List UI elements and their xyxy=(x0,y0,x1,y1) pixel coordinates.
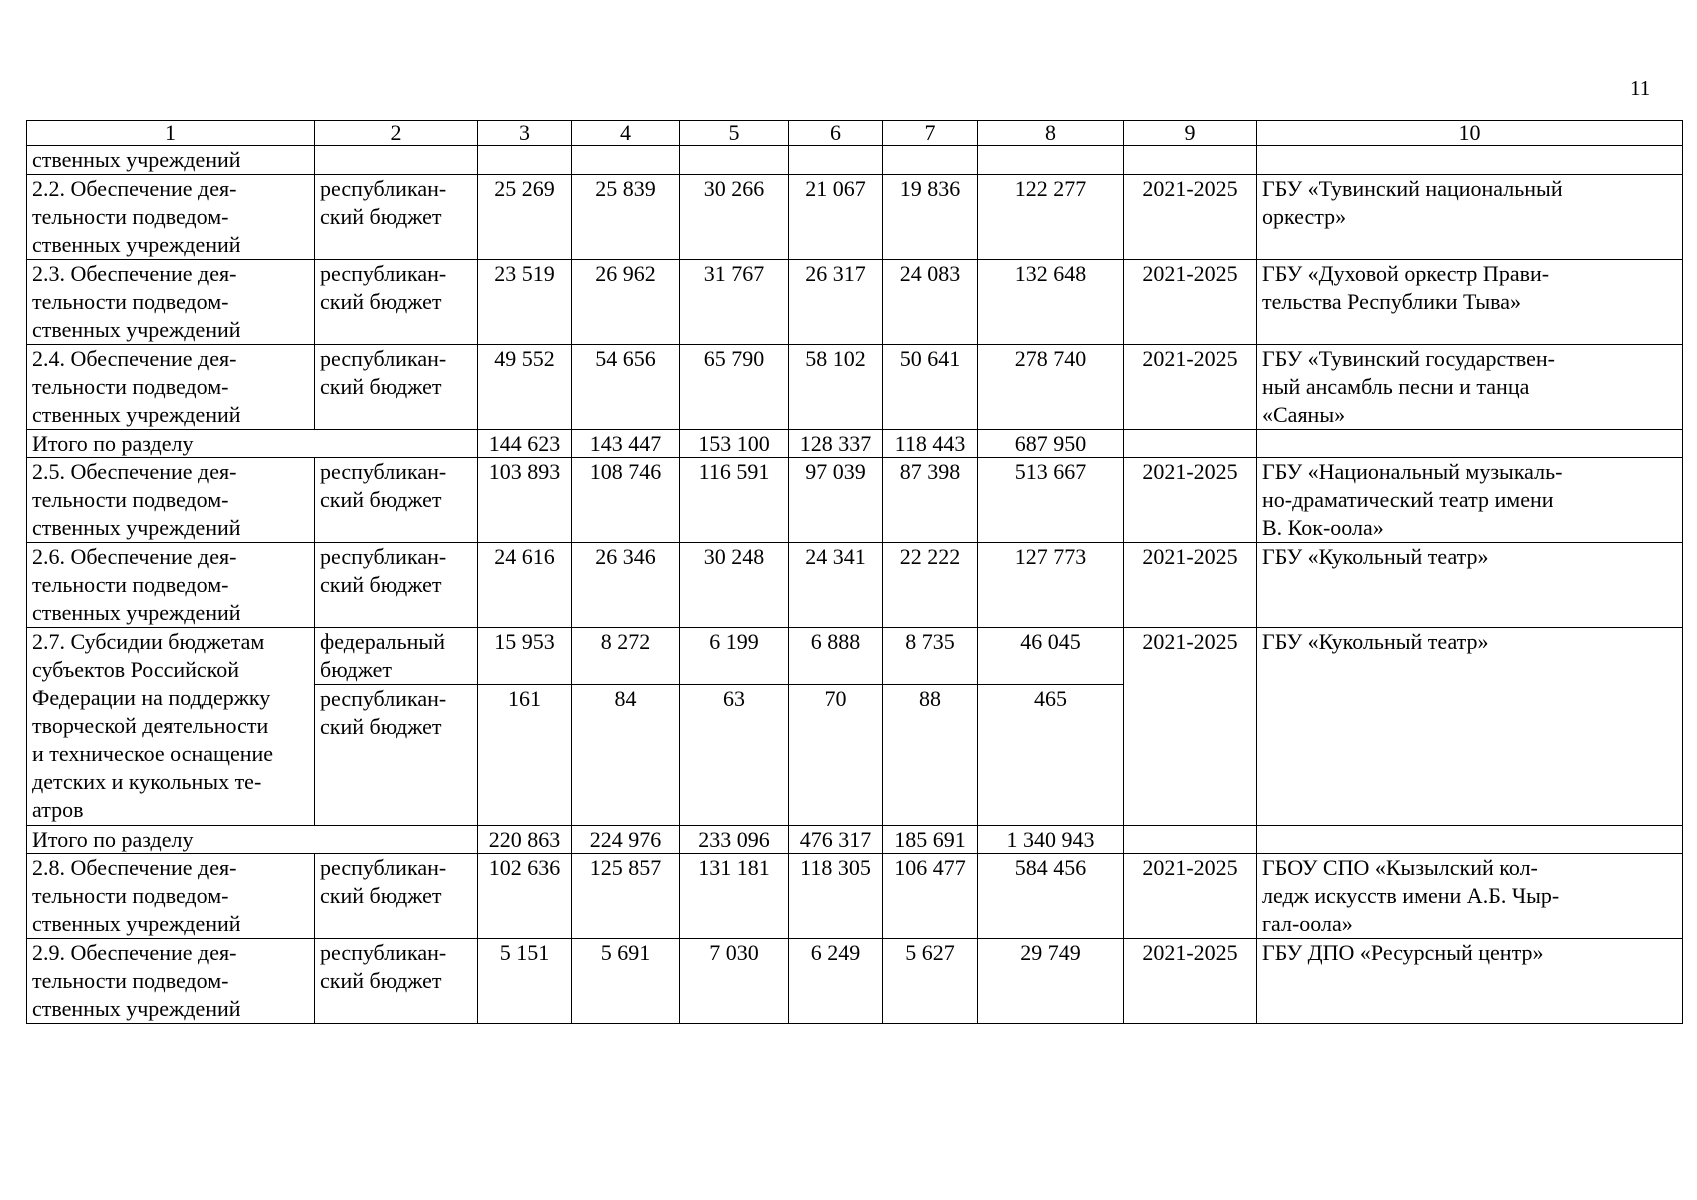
value-cell: 7 030 xyxy=(680,939,789,1024)
text-line: ский бюджет xyxy=(320,204,442,229)
funding-source xyxy=(315,685,478,826)
text-line: субъектов Российской xyxy=(32,657,240,682)
funding-source xyxy=(315,345,478,430)
column-number-row xyxy=(27,121,1683,146)
text-line: тельности подведом- xyxy=(32,968,229,993)
text-line: ский бюджет xyxy=(320,883,442,908)
value-cell: 15 953 xyxy=(478,628,572,685)
text-line: ственных учреждений xyxy=(32,911,241,936)
value-cell: 125 857 xyxy=(572,854,680,939)
text-line: ГБУ «Тувинский государствен- xyxy=(1262,346,1556,371)
text-line: 2.6. Обеспечение дея- xyxy=(32,544,237,569)
period-cell: 2021-2025 xyxy=(1124,939,1257,1024)
column-number: 2 xyxy=(315,121,478,146)
value-cell: 21 067 xyxy=(789,175,883,260)
period-cell: 2021-2025 xyxy=(1124,628,1257,826)
measure-name xyxy=(27,543,315,628)
table-row xyxy=(27,543,1683,628)
value-cell: 26 346 xyxy=(572,543,680,628)
executor-cell xyxy=(1257,260,1683,345)
text-line: ГБУ «Кукольный театр» xyxy=(1262,629,1489,654)
value-cell: 26 317 xyxy=(789,260,883,345)
text-line: творческой деятельности xyxy=(32,713,269,738)
period-cell: 2021-2025 xyxy=(1124,854,1257,939)
text-line: республикан- xyxy=(320,176,447,201)
executor-cell xyxy=(1257,458,1683,543)
text-line: детских и кукольных те- xyxy=(32,769,262,794)
period-cell: 2021-2025 xyxy=(1124,543,1257,628)
table-row xyxy=(27,345,1683,430)
text-line: ГБУ «Духовой оркестр Прави- xyxy=(1262,261,1550,286)
text-line: тельности подведом- xyxy=(32,883,229,908)
measure-name xyxy=(27,939,315,1024)
text-line: тельности подведом- xyxy=(32,374,229,399)
text-line: федеральный xyxy=(320,629,445,654)
value-cell: 22 222 xyxy=(883,543,978,628)
period-cell: 2021-2025 xyxy=(1124,175,1257,260)
text-line: ственных учреждений xyxy=(32,600,241,625)
total-value-cell: 46 045 xyxy=(978,628,1124,685)
total-value-cell: 132 648 xyxy=(978,260,1124,345)
text-line: ный ансамбль песни и танца xyxy=(1262,374,1530,399)
text-line: ственных учреждений xyxy=(32,515,241,540)
column-number: 6 xyxy=(789,121,883,146)
total-value-cell: 465 xyxy=(978,685,1124,826)
text-line: республикан- xyxy=(320,686,447,711)
executor-cell xyxy=(1257,854,1683,939)
total-value-cell: 122 277 xyxy=(978,175,1124,260)
executor-cell xyxy=(1257,345,1683,430)
value-cell: 6 249 xyxy=(789,939,883,1024)
value-cell: 88 xyxy=(883,685,978,826)
text-line: 2.2. Обеспечение дея- xyxy=(32,176,237,201)
page-number: 11 xyxy=(1630,76,1651,100)
column-number: 3 xyxy=(478,121,572,146)
text-line: и техническое оснащение xyxy=(32,741,274,766)
value-cell: 26 962 xyxy=(572,260,680,345)
text-line: ский бюджет xyxy=(320,572,442,597)
section-total-row xyxy=(27,826,1683,854)
value-cell: 65 790 xyxy=(680,345,789,430)
column-number: 5 xyxy=(680,121,789,146)
value-cell: 70 xyxy=(789,685,883,826)
table-row xyxy=(27,175,1683,260)
text-line: ственных учреждений xyxy=(32,317,241,342)
text-line: ский бюджет xyxy=(320,714,442,739)
text-line: оркестр» xyxy=(1262,204,1347,229)
value-cell: 5 627 xyxy=(883,939,978,1024)
executor-cell xyxy=(1257,628,1683,826)
value-cell: 5 151 xyxy=(478,939,572,1024)
executor-cell xyxy=(1257,175,1683,260)
value-cell: 106 477 xyxy=(883,854,978,939)
value-cell: 58 102 xyxy=(789,345,883,430)
text-line: ский бюджет xyxy=(320,487,442,512)
text-line: тельства Республики Тыва» xyxy=(1262,289,1521,314)
empty-cell xyxy=(1257,826,1683,854)
section-total-label: Итого по разделу xyxy=(27,826,478,854)
funding-source xyxy=(315,628,478,685)
value-cell: 50 641 xyxy=(883,345,978,430)
value-cell: 25 269 xyxy=(478,175,572,260)
period-cell: 2021-2025 xyxy=(1124,260,1257,345)
value-cell: 24 341 xyxy=(789,543,883,628)
value-cell: 108 746 xyxy=(572,458,680,543)
text-line: 2.5. Обеспечение дея- xyxy=(32,459,237,484)
empty-cell xyxy=(1124,146,1257,175)
column-number: 8 xyxy=(978,121,1124,146)
column-number: 1 xyxy=(27,121,315,146)
value-cell: 128 337 xyxy=(789,430,883,458)
empty-cell xyxy=(789,146,883,175)
value-cell: 30 248 xyxy=(680,543,789,628)
total-value-cell: 1 340 943 xyxy=(978,826,1124,854)
value-cell: 5 691 xyxy=(572,939,680,1024)
text-line: ский бюджет xyxy=(320,289,442,314)
empty-cell xyxy=(1124,430,1257,458)
measure-name xyxy=(27,345,315,430)
table-row xyxy=(27,854,1683,939)
value-cell: 30 266 xyxy=(680,175,789,260)
text-line: ГБУ «Национальный музыкаль- xyxy=(1262,459,1563,484)
value-cell: 6 199 xyxy=(680,628,789,685)
empty-cell xyxy=(1257,146,1683,175)
text-line: республикан- xyxy=(320,544,447,569)
value-cell: 31 767 xyxy=(680,260,789,345)
table-row xyxy=(27,939,1683,1024)
budget-table xyxy=(26,120,1683,1024)
column-number: 9 xyxy=(1124,121,1257,146)
column-number: 4 xyxy=(572,121,680,146)
text-line: республикан- xyxy=(320,459,447,484)
value-cell: 49 552 xyxy=(478,345,572,430)
text-line: «Саяны» xyxy=(1262,402,1346,427)
table-row xyxy=(27,260,1683,345)
measure-name xyxy=(27,628,315,826)
value-cell: 143 447 xyxy=(572,430,680,458)
value-cell: 144 623 xyxy=(478,430,572,458)
funding-source xyxy=(315,175,478,260)
value-cell: 224 976 xyxy=(572,826,680,854)
funding-source xyxy=(315,854,478,939)
value-cell: 102 636 xyxy=(478,854,572,939)
empty-cell xyxy=(978,146,1124,175)
value-cell: 97 039 xyxy=(789,458,883,543)
empty-cell xyxy=(478,146,572,175)
empty-cell xyxy=(680,146,789,175)
text-line: ГБОУ СПО «Кызылский кол- xyxy=(1262,855,1538,880)
value-cell: 84 xyxy=(572,685,680,826)
text-line: тельности подведом- xyxy=(32,289,229,314)
measure-name xyxy=(27,854,315,939)
period-cell: 2021-2025 xyxy=(1124,458,1257,543)
text-line: ственных учреждений xyxy=(32,232,241,257)
text-line: ледж искусств имени А.Б. Чыр- xyxy=(1262,883,1560,908)
value-cell: 116 591 xyxy=(680,458,789,543)
funding-source xyxy=(315,543,478,628)
measure-name xyxy=(27,458,315,543)
text-line: 2.7. Субсидии бюджетам xyxy=(32,629,265,654)
value-cell: 25 839 xyxy=(572,175,680,260)
text-line: 2.3. Обеспечение дея- xyxy=(32,261,237,286)
text-line: республикан- xyxy=(320,346,447,371)
executor-cell xyxy=(1257,543,1683,628)
text-line: ГБУ ДПО «Ресурсный центр» xyxy=(1262,940,1544,965)
column-number: 7 xyxy=(883,121,978,146)
text-line: республикан- xyxy=(320,940,447,965)
value-cell: 118 305 xyxy=(789,854,883,939)
period-cell: 2021-2025 xyxy=(1124,345,1257,430)
continuation-text: ственных учреждений xyxy=(27,146,315,175)
column-number: 10 xyxy=(1257,121,1683,146)
value-cell: 153 100 xyxy=(680,430,789,458)
text-line: атров xyxy=(32,797,84,822)
text-line: В. Кок-оола» xyxy=(1262,515,1384,540)
text-line: Федерации на поддержку xyxy=(32,685,271,710)
text-line: тельности подведом- xyxy=(32,204,229,229)
value-cell: 8 735 xyxy=(883,628,978,685)
empty-cell xyxy=(572,146,680,175)
text-line: 2.9. Обеспечение дея- xyxy=(32,940,237,965)
total-value-cell: 127 773 xyxy=(978,543,1124,628)
measure-name xyxy=(27,175,315,260)
empty-cell xyxy=(883,146,978,175)
text-line: тельности подведом- xyxy=(32,572,229,597)
value-cell: 161 xyxy=(478,685,572,826)
text-line: ственных учреждений xyxy=(32,996,241,1021)
value-cell: 220 863 xyxy=(478,826,572,854)
section-total-row xyxy=(27,430,1683,458)
text-line: ственных учреждений xyxy=(32,402,241,427)
table-row xyxy=(27,628,1683,685)
total-value-cell: 513 667 xyxy=(978,458,1124,543)
value-cell: 8 272 xyxy=(572,628,680,685)
value-cell: 131 181 xyxy=(680,854,789,939)
value-cell: 87 398 xyxy=(883,458,978,543)
text-line: но-драматический театр имени xyxy=(1262,487,1554,512)
funding-source xyxy=(315,260,478,345)
table-row xyxy=(27,458,1683,543)
measure-name xyxy=(27,260,315,345)
total-value-cell: 687 950 xyxy=(978,430,1124,458)
value-cell: 54 656 xyxy=(572,345,680,430)
text-line: 2.8. Обеспечение дея- xyxy=(32,855,237,880)
text-line: республикан- xyxy=(320,261,447,286)
executor-cell xyxy=(1257,939,1683,1024)
text-line: ГБУ «Кукольный театр» xyxy=(1262,544,1489,569)
empty-cell xyxy=(1257,430,1683,458)
text-line: 2.4. Обеспечение дея- xyxy=(32,346,237,371)
empty-cell xyxy=(1124,826,1257,854)
total-value-cell: 29 749 xyxy=(978,939,1124,1024)
text-line: тельности подведом- xyxy=(32,487,229,512)
text-line: республикан- xyxy=(320,855,447,880)
text-line: бюджет xyxy=(320,657,392,682)
value-cell: 103 893 xyxy=(478,458,572,543)
section-total-label: Итого по разделу xyxy=(27,430,478,458)
value-cell: 24 083 xyxy=(883,260,978,345)
value-cell: 23 519 xyxy=(478,260,572,345)
value-cell: 233 096 xyxy=(680,826,789,854)
total-value-cell: 584 456 xyxy=(978,854,1124,939)
value-cell: 118 443 xyxy=(883,430,978,458)
funding-source xyxy=(315,939,478,1024)
value-cell: 476 317 xyxy=(789,826,883,854)
funding-source xyxy=(315,458,478,543)
total-value-cell: 278 740 xyxy=(978,345,1124,430)
value-cell: 19 836 xyxy=(883,175,978,260)
empty-cell xyxy=(315,146,478,175)
text-line: ский бюджет xyxy=(320,968,442,993)
text-line: ГБУ «Тувинский национальный xyxy=(1262,176,1563,201)
value-cell: 63 xyxy=(680,685,789,826)
text-line: гал-оола» xyxy=(1262,911,1353,936)
continuation-row xyxy=(27,146,1683,175)
value-cell: 185 691 xyxy=(883,826,978,854)
text-line: ский бюджет xyxy=(320,374,442,399)
value-cell: 24 616 xyxy=(478,543,572,628)
value-cell: 6 888 xyxy=(789,628,883,685)
